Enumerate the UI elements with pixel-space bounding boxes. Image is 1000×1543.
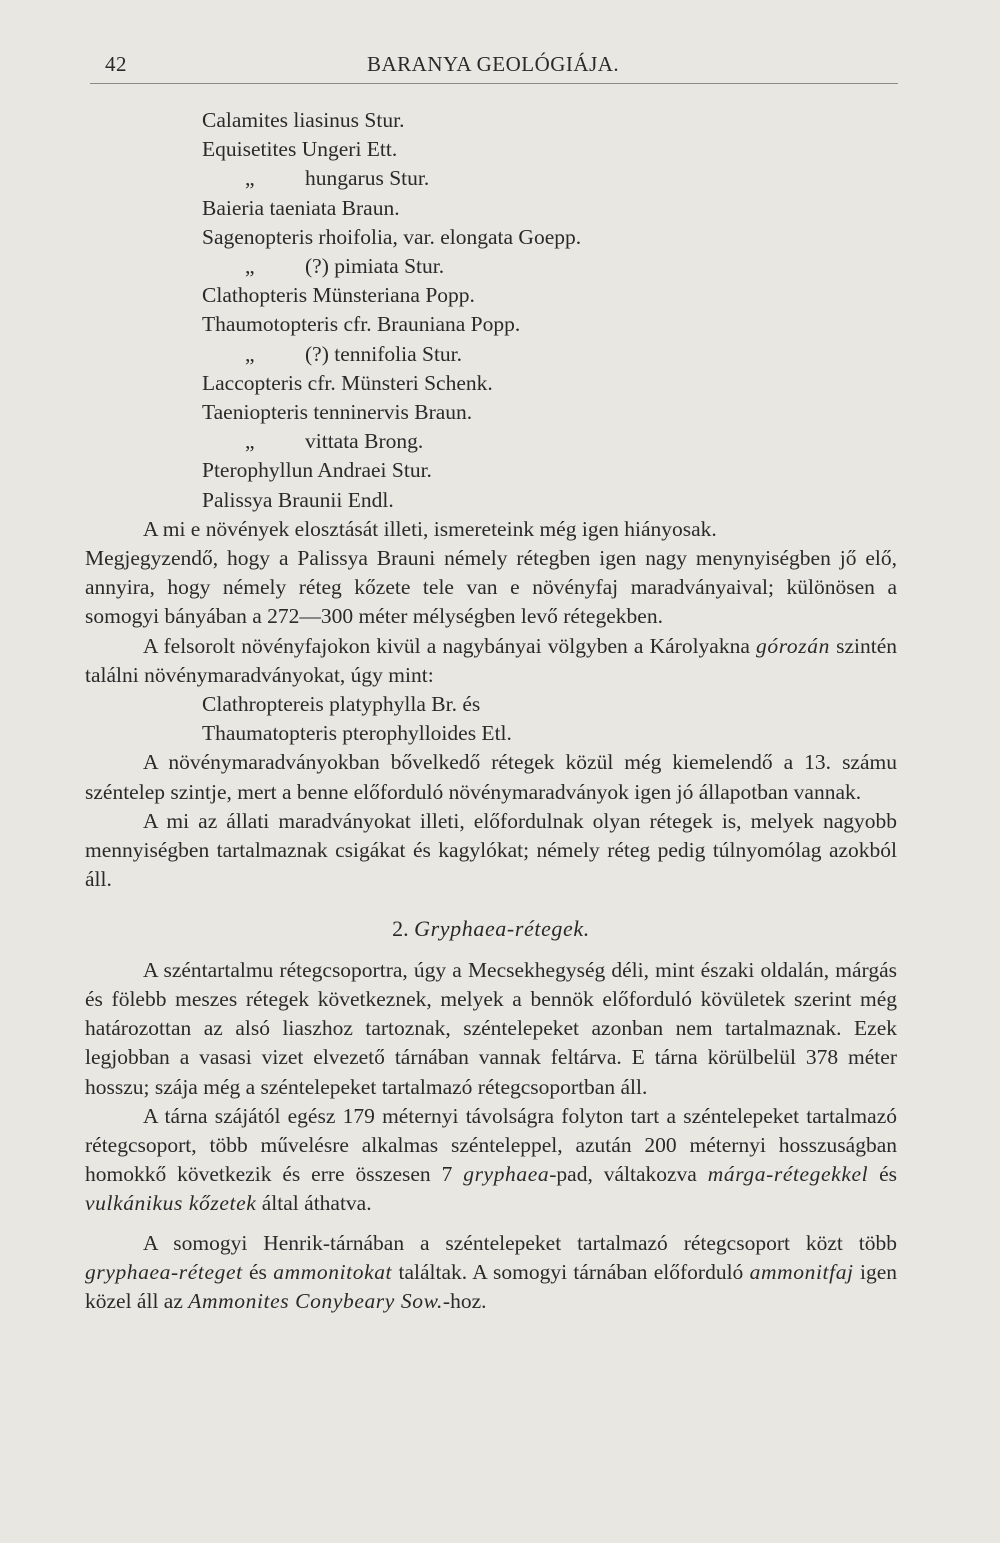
section-number: 2. bbox=[392, 916, 409, 942]
species-name: vittata Brong. bbox=[305, 429, 424, 454]
species-name: (?) tennifolia Stur. bbox=[305, 341, 463, 366]
paragraph: A mi e növények elosztását illeti, ismereteink még igen hiányosak. bbox=[143, 516, 717, 541]
species-name: Thaumotopteris cfr. Brauniana Popp. bbox=[202, 312, 521, 337]
species-name: Pterophyllun Andraei Stur. bbox=[202, 458, 432, 483]
emphasis: ammonitokat bbox=[273, 1259, 393, 1284]
paragraph: A somogyi Henrik-tárnában a széntelepeket tartalmazó rétegcsoport közt több gryphaea-réteget és ammonitokat találtak. A somogyi tárnában előforduló ammonitfaj igen közel áll az Ammonites Conybeary Sow.-hoz. bbox=[85, 1230, 897, 1313]
list-item: Thaumatopteris pterophylloides Etl. bbox=[202, 721, 512, 746]
ditto-mark: „ bbox=[245, 429, 255, 454]
species-list-item bbox=[85, 223, 897, 252]
section-heading bbox=[85, 914, 897, 943]
fossil-list bbox=[85, 690, 897, 748]
species-list-item bbox=[85, 135, 897, 164]
species-list-item bbox=[85, 281, 897, 310]
species-list bbox=[85, 106, 897, 515]
species-name: Sagenopteris rhoifolia, var. elongata Goepp. bbox=[202, 224, 582, 249]
ditto-mark: „ bbox=[245, 341, 255, 366]
species-list-item bbox=[85, 310, 897, 339]
species-name: Clathopteris Münsteriana Popp. bbox=[202, 283, 475, 308]
paragraph: A tárna szájától egész 179 méternyi távolságra folyton tart a széntelepeket tartalmazó rétegcsoport, több művelésre alkalmas szénteleppel, azután 200 méternyi hosszuságban homokkő következik és erre összesen 7 gryphaea-pad, váltakozva márga-rétegekkel és vulkánikus kőzetek által áthatva. bbox=[85, 1103, 897, 1216]
paragraph: A felsorolt növényfajokon kivül a nagybányai völgyben a Károlyakna górozán szintén találni növénymaradványokat, úgy mint: bbox=[85, 633, 897, 687]
species-list-item bbox=[85, 164, 897, 193]
running-title: BARANYA GEOLÓGIÁJA. bbox=[367, 52, 620, 76]
emphasis: Ammonites Conybeary Sow. bbox=[188, 1288, 443, 1313]
ditto-mark: „ bbox=[245, 254, 255, 279]
species-name: Taeniopteris tenninervis Braun. bbox=[202, 400, 473, 425]
species-name: (?) pimiata Stur. bbox=[305, 254, 445, 279]
species-list-item bbox=[85, 340, 897, 369]
paragraph: A mi az állati maradványokat illeti, előfordulnak olyan rétegek is, melyek nagyobb mennyiségben tartalmaznak csigákat és kagylókat; némely réteg pedig túlnyomólag azokból áll. bbox=[85, 808, 897, 892]
species-name: Equisetites Ungeri Ett. bbox=[202, 137, 398, 162]
species-list-item bbox=[85, 456, 897, 485]
paragraph: Megjegyzendő, hogy a Palissya Brauni némely rétegben igen nagy menynyiségben jő elő, annyira, hogy némely réteg kőzete tele van e növényfaj maradványaival; különösen a somogyi bányában a 272—300 méter mélységben levő rétegekben. bbox=[85, 546, 897, 629]
list-item: Clathroptereis platyphylla Br. és bbox=[202, 692, 481, 717]
section-title: Gryphaea-rétegek. bbox=[414, 916, 590, 942]
species-name: Laccopteris cfr. Münsteri Schenk. bbox=[202, 370, 493, 395]
emphasis: gryphaea-réteget bbox=[85, 1259, 243, 1284]
species-list-item bbox=[85, 369, 897, 398]
species-name: hungarus Stur. bbox=[305, 166, 430, 191]
emphasis: ammonitfaj bbox=[749, 1259, 854, 1284]
species-name: Baieria taeniata Braun. bbox=[202, 195, 400, 220]
species-list-item bbox=[85, 486, 897, 515]
paragraph: A széntartalmu rétegcsoportra, úgy a Mecsekhegység déli, mint északi oldalán, márgás és fölebb meszes rétegek következnek, melyek a bennök előforduló kövületek szerint még határozottan az alsó liaszhoz tartoznak, széntelepeket azonban nem tartalmaznak. Ezek legjobban a vasasi vizet elvezető tárnában vannak feltárva. E tárna körülbelül 378 méter hosszu; szája még a széntelepeket tartalmazó rétegcsoportban áll. bbox=[85, 957, 897, 1099]
page-number: 42 bbox=[105, 52, 127, 76]
species-list-item bbox=[85, 194, 897, 223]
species-list-item bbox=[85, 252, 897, 281]
emphasis: gryphaea bbox=[463, 1162, 550, 1187]
ditto-mark: „ bbox=[245, 166, 255, 191]
emphasis: vulkánikus kőzetek bbox=[85, 1191, 257, 1216]
paragraph: A növénymaradványokban bővelkedő rétegek közül még kiemelendő a 13. számu széntelep szintje, mert a benne előforduló növénymaradványok igen jó állapotban vannak. bbox=[85, 750, 897, 804]
species-list-item bbox=[85, 106, 897, 135]
species-list-item bbox=[85, 427, 897, 456]
emphasis: górozán bbox=[756, 633, 830, 658]
emphasis: márga-rétegekkel bbox=[707, 1162, 869, 1187]
species-list-item bbox=[85, 398, 897, 427]
header-rule bbox=[90, 83, 898, 84]
species-name: Calamites liasinus Stur. bbox=[202, 108, 405, 132]
species-name: Palissya Braunii Endl. bbox=[202, 487, 394, 512]
page-body bbox=[85, 106, 897, 1316]
page-header bbox=[95, 52, 900, 82]
